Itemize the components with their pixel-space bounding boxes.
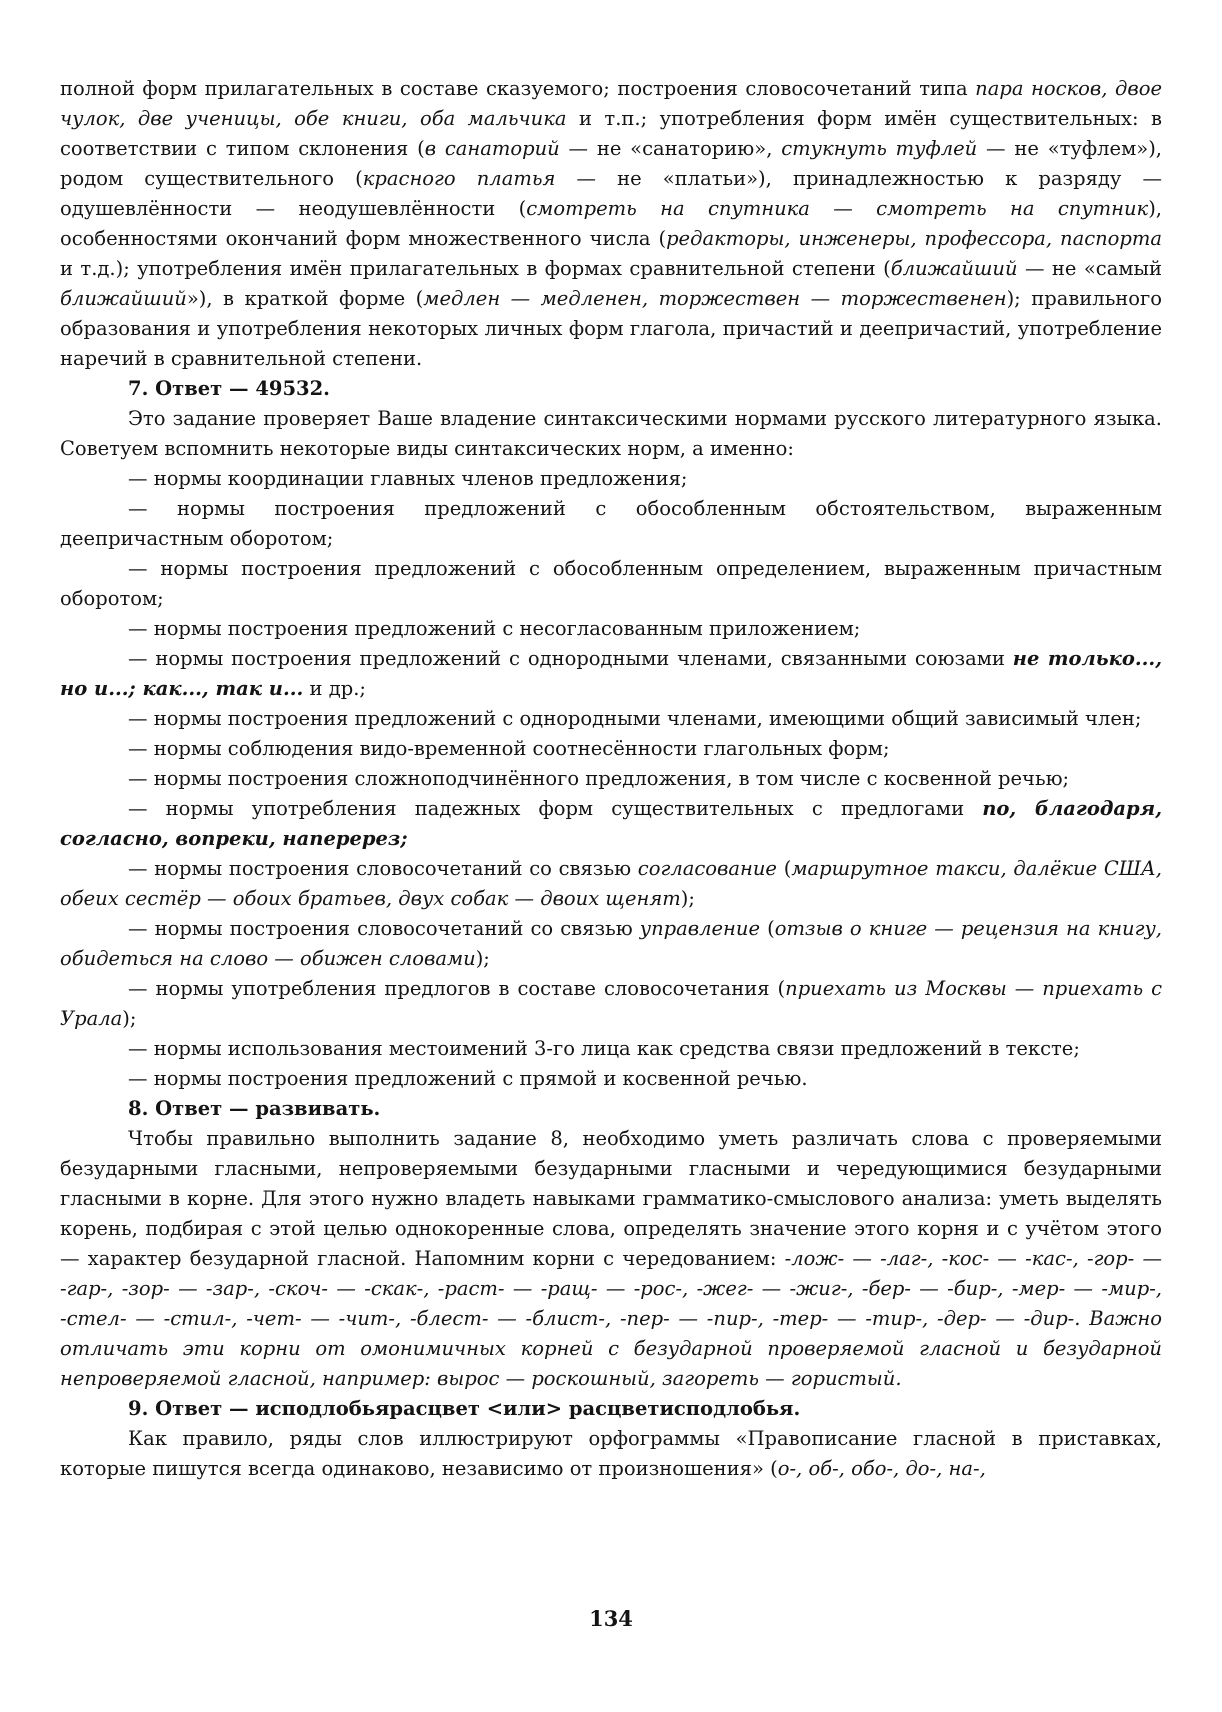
norm-list-item: — нормы построения предложений с обособленным обстоятельством, выраженным деепричастным оборотом; [60, 497, 1162, 550]
norm-list-item: — нормы построения предложений с однородными членами, связанными союзами не только..., но и...; как..., так и... и др.; [60, 647, 1162, 700]
norm-list-item: — нормы построения предложений с прямой и косвенной речью. [128, 1067, 808, 1090]
norm-list-item: — нормы построения словосочетаний со связью согласование (маршрутное такси, далёкие США, обеих сестёр — обоих братьев, двух собак — двоих щенят); [60, 857, 1162, 910]
norm-list-item: — нормы построения словосочетаний со связью управление (отзыв о книге — рецензия на книгу, обидеться на слово — обижен словами); [60, 917, 1162, 970]
norm-list-item: — нормы построения сложноподчинённого предложения, в том числе с косвенной речью; [128, 767, 1070, 790]
norm-list-item: — нормы построения предложений с обособленным определением, выраженным причастным оборотом; [60, 557, 1162, 610]
task-8-explanation: Чтобы правильно выполнить задание 8, необходимо уметь различать слова с проверяемыми безударными гласными, непроверяемыми безударными гласными и чередующимися безударными гласными в корне. Для этого нужно владеть навыками грамматико-смыслового анализа: уметь выделять корень, подбирая с этой целью однокоренные слова, определять значение этого корня и с учётом этого — характер безударной гласной. Напомним корни с чередованием: -лож- — -лаг-, -кос- — -кас-, -гор- — -гар-, -зор- — -зар-, -скоч- — -скак-, -раст- — -ращ- — -рос-, -жег- — -жиг-, -бер- — -бир-, -мер- — -мир-, -стел- — -стил-, -чет- — -чит-, -блест- — -блист-, -пер- — -пир-, -тер- — -тир-, -дер- — -дир-. Важно отличать эти корни от омонимичных корней с безударной проверяемой гласной и безударной непроверяемой гласной, например: вырос — роскошный, загореть — гористый. [60, 1127, 1162, 1390]
answer-7-heading: 7. Ответ — 49532. [128, 377, 330, 400]
norm-list-item: — нормы употребления предлогов в составе словосочетания (приехать из Москвы — приехать с Урала); [60, 977, 1162, 1030]
norm-list-item: — нормы употребления падежных форм существительных с предлогами по, благодаря, согласно, вопреки, наперерез; [60, 797, 1162, 850]
norm-list-item: — нормы построения предложений с несогласованным приложением; [128, 617, 861, 640]
task-7-intro: Это задание проверяет Ваше владение синтаксическими нормами русского литературного языка. Советуем вспомнить некоторые виды синтаксических норм, а именно: [60, 407, 1162, 460]
norm-list-item: — нормы построения предложений с однородными членами, имеющими общий зависимый член; [128, 707, 1142, 730]
norm-list-item: — нормы координации главных членов предложения; [128, 467, 688, 490]
norm-list-item: — нормы соблюдения видо-временной соотнесённости глагольных форм; [128, 737, 890, 760]
norm-list-item: — нормы использования местоимений 3-го лица как средства связи предложений в тексте; [128, 1037, 1080, 1060]
paragraph-morphological-norms: полной форм прилагательных в составе сказуемого; построения словосочетаний типа пара носков, двое чулок, две ученицы, обе книги, оба мальчика и т.п.; употребления форм имён существительных: в соответствии с типом склонения (в санаторий — не «санаторию», стукнуть туфлей — не «туфлем»), родом существительного (красного платья — не «платьи»), принадлежностью к разряду — одушевлённости — неодушевлённости (смотреть на спутника — смотреть на спутник), особенностями окончаний форм множественного числа (редакторы, инженеры, профессора, паспорта и т.д.); употребления имён прилагательных в формах сравнительной степени (ближайший — не «самый ближайший»), в краткой форме (медлен — медленен, торжествен — торжественен); правильного образования и употребления некоторых личных форм глагола, причастий и деепричастий, употребление наречий в сравнительной степени. [60, 77, 1163, 370]
answer-9-heading: 9. Ответ — исподлобьярасцвет <или> расцветисподлобья. [128, 1397, 801, 1420]
page-body [60, 74, 1162, 1484]
page-number: 134 [589, 1606, 633, 1631]
task-9-explanation: Как правило, ряды слов иллюстрируют орфограммы «Правописание гласной в приставках, которые пишутся всегда одинаково, независимо от произношения» (о-, об-, обо-, до-, на-, [60, 1427, 1162, 1480]
answer-8-heading: 8. Ответ — развивать. [128, 1097, 381, 1120]
